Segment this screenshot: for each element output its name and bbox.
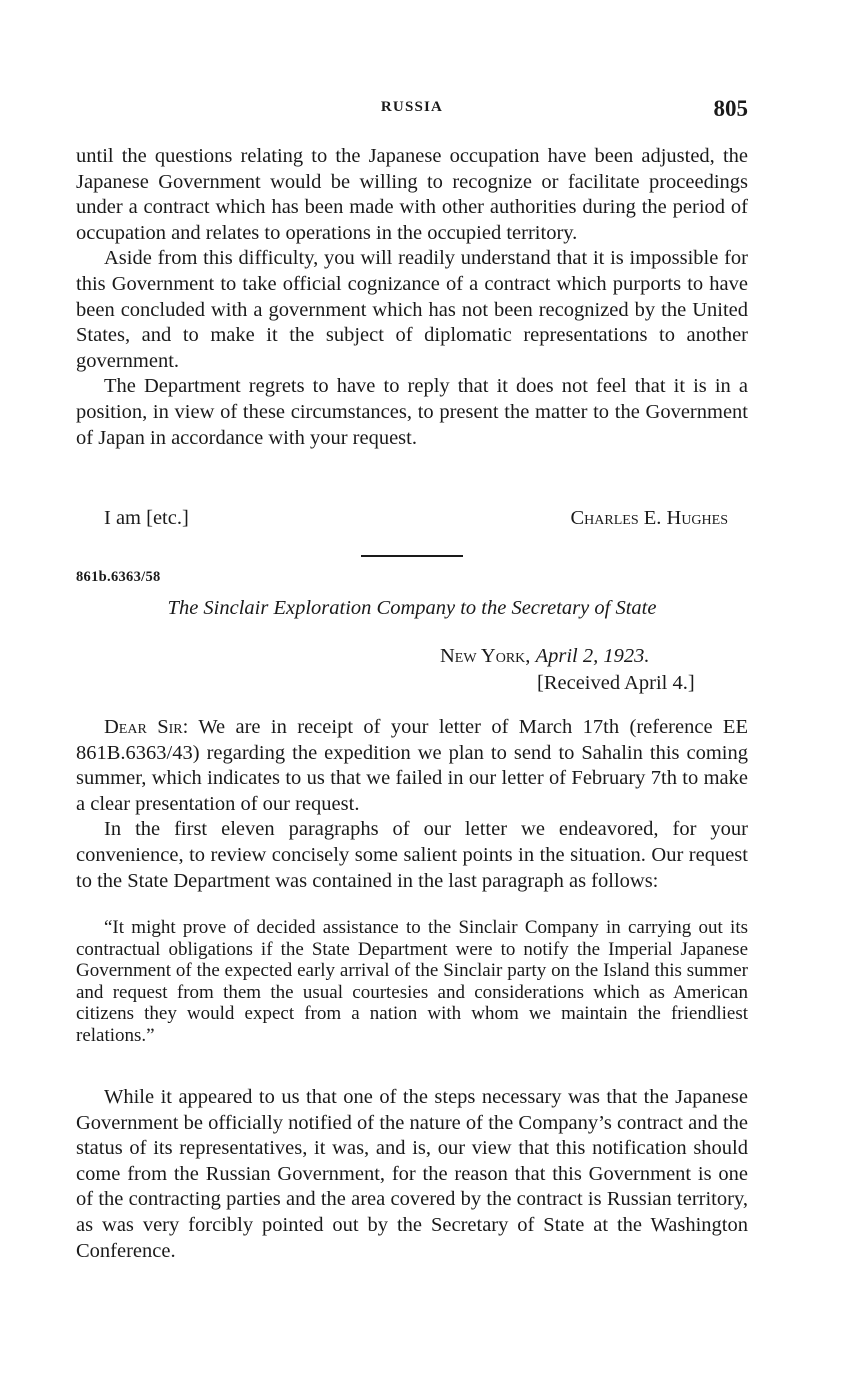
running-title: RUSSIA [380,99,444,115]
page-number: 805 [713,96,748,121]
letter-two-body [76,715,748,894]
signature: Charles E. Hughes [570,507,728,529]
dateline-date: April 2, 1923. [535,645,650,667]
paragraph [76,715,748,817]
salutation: Dear Sir: [104,716,189,738]
letter-two-continued [76,1085,748,1264]
paragraph: The Department regrets to have to reply that it does not feel that it is in a position, in view of these circumstances, to present the matter to the Government of Japan in accordance with your request. [76,375,748,449]
closing: I am [etc.] [104,507,189,529]
block-quote: “It might prove of decided assistance to the Sinclair Company in carrying out its contractual obligations if the State Department were to notify the Imperial Japanese Government of the expected early arrival of the Sinclair party on the Island this summer and request from them the usual courtesies and considerations which as American citizens they would expect from a nation with whom we maintain the friendliest relations.” [76,917,748,1046]
paragraph: While it appeared to us that one of the steps necessary was that the Japanese Government be officially notified of the nature of the Company’s contract and the status of its representatives, it was, and is, our view that this notification should come from the Russian Government, for the reason that this Government is one of the contracting parties and the area covered by the contract is Russian territory, as was very forcibly pointed out by the Secretary of State at the Washington Conference. [76,1086,748,1262]
paragraph: Aside from this difficulty, you will readily understand that it is impossible for this Government to take official cognizance of a contract which purports to have been concluded with a government which has not been recognized by the United States, and to make it the subject of diplomatic representations to another government. [76,247,748,372]
document-heading: The Sinclair Exploration Company to the Secretary of State [167,597,657,619]
paragraph-text: We are in receipt of your letter of March 17th (reference EE 861B.6363/43) regarding the expedition we plan to send to Sahalin this coming summer, which indicates to us that we failed in our letter of February 7th to make a clear presentation of our request. [76,716,748,815]
dateline-place: New York, [440,645,531,667]
paragraph-continued: until the questions relating to the Japanese occupation have been adjusted, the Japanese Government would be willing to recognize or facilitate proceedings under a contract which has been made with other authorities during the period of occupation and relates to operations in the occupied territory. [76,145,748,244]
dateline [440,645,649,668]
letter-one-body [76,144,748,451]
running-head [76,96,748,126]
received-note: [Received April 4.] [537,672,695,694]
section-divider [361,555,463,557]
closing-line [104,507,728,533]
file-number: 861b.6363/58 [76,569,161,585]
paragraph: In the first eleven paragraphs of our letter we endeavored, for your convenience, to review concisely some salient points in the situation. Our request to the State Department was contained in the last paragraph as follows: [76,818,748,892]
